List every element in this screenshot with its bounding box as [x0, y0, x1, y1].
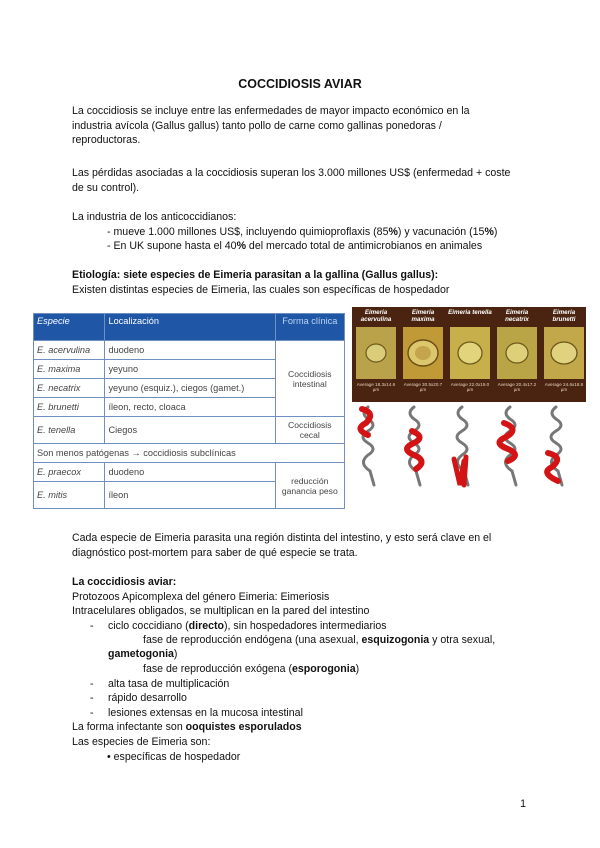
table-row [34, 463, 345, 482]
figure-species-label: Eimeria brunetti [552, 309, 576, 323]
oocyst-micrograph [403, 327, 443, 379]
location-cell: íleon [105, 482, 275, 509]
infective-form-line: La forma infectante son ooquistes esporulados [72, 721, 302, 733]
host-specific-bullet: • específicas de hospedador [107, 751, 241, 763]
location-cell: yeyuno (esquiz.), ciegos (gamet.) [105, 379, 275, 398]
sub-bullet-exogenous: fase de reproducción exógena (esporogonia) [143, 663, 360, 675]
oocyst-micrograph [450, 327, 490, 379]
figure-size-label: Average 20.4x17.2 µm [497, 382, 537, 393]
table-header-row [34, 314, 345, 341]
species-cell: E. tenella [34, 417, 105, 444]
table-row [34, 444, 345, 463]
species-cell: E. acervulina [34, 341, 105, 360]
subclinical-note: Son menos patógenas → coccidiosis subclínicas [34, 444, 345, 463]
sub-bullet-endogenous: fase de reproducción endógena (una asexual, esquizogonia y otra sexual, [143, 634, 496, 646]
figure-species-label: Eimeria acervulina [360, 309, 392, 323]
bullet-lesions: - lesiones extensas en la mucosa intestinal [108, 706, 303, 721]
oocyst-micrograph [497, 327, 537, 379]
intro-paragraph-1: La coccidiosis se incluye entre las enfermedades de mayor impacto económico en la industria avícola (Gallus gallus) tanto pollo de carne como gallinas ponedoras / reproductoras. [72, 105, 470, 147]
intestine-diagram [360, 407, 374, 485]
species-cell: E. mitis [34, 482, 105, 509]
intestine-diagram [499, 407, 516, 485]
aviar-line-1: Protozoos Apicomplexa del género Eimeria: Eimeriosis [72, 591, 330, 603]
figure-species-label: Eimeria maxima [411, 309, 435, 323]
aviar-line-2: Intracelulares obligados, se multiplican en la pared del intestino [72, 605, 370, 617]
intro-paragraph-2: Las pérdidas asociadas a la coccidiosis superan los 3.000 millones US$ (enfermedad + coste de su control). [72, 167, 511, 194]
aviar-heading: La coccidiosis aviar: [72, 576, 177, 588]
etiology-text: Existen distintas especies de Eimeria, las cuales son específicas de hospedador [72, 284, 450, 296]
species-cell: E. necatrix [34, 379, 105, 398]
figure-species-label: Eimeria tenella [448, 309, 492, 316]
bullet-development: - rápido desarrollo [108, 691, 187, 706]
species-region-paragraph: Cada especie de Eimeria parasita una región distinta del intestino, y esto será clave en el diagnóstico post-mortem para saber de qué especie se trata. [72, 532, 492, 559]
industry-line-2: - En UK supone hasta el 40% del mercado total de antimicrobianos en animales [107, 240, 483, 252]
location-cell: íleon, recto, cloaca [105, 398, 275, 417]
clinical-intestinal-cell: Coccidiosis intestinal [275, 341, 344, 417]
figure-size-label: Average 22.0x19.0 µm [450, 382, 490, 393]
species-cell: E. praecox [34, 463, 105, 482]
page-title: COCCIDIOSIS AVIAR [238, 77, 362, 91]
species-table [33, 313, 345, 509]
species-cell: E. brunetti [34, 398, 105, 417]
eimeria-figure [352, 307, 586, 509]
table-row [34, 417, 345, 444]
species-are-line: Las especies de Eimeria son: [72, 736, 211, 748]
industry-line-1: - mueve 1.000 millones US$, incluyendo quimioproflaxis (85%) y vacunación (15%) [107, 226, 498, 238]
etiology-heading: Etiología: siete especies de Eimeria parasitan a la gallina (Gallus gallus): [72, 269, 439, 281]
clinical-subclinical-cell: reducción ganancia peso [275, 463, 344, 509]
intestine-diagram [454, 407, 468, 485]
figure-size-label: Average 24.6x18.8 µm [544, 382, 584, 393]
location-cell: duodeno [105, 463, 275, 482]
oocyst-micrograph [544, 327, 584, 379]
bullet-multiplication: - alta tasa de multiplicación [108, 677, 229, 692]
intestine-diagram [407, 407, 422, 485]
header-clinical: Forma clínica [275, 314, 344, 341]
oocyst-micrograph [356, 327, 396, 379]
location-cell: Ciegos [105, 417, 275, 444]
header-species: Especie [34, 314, 105, 341]
location-cell: duodeno [105, 341, 275, 360]
intestine-diagram [547, 407, 562, 485]
figure-size-label: Average 18.3x14.6 µm [356, 382, 396, 393]
figure-species-label: Eimeria necatrix [505, 309, 529, 323]
clinical-cecal-cell: Coccidiosis cecal [275, 417, 344, 444]
location-cell: yeyuno [105, 360, 275, 379]
bullet-cycle: - ciclo coccidiano (directo), sin hospedadores intermediarios [108, 619, 387, 634]
industry-heading: La industria de los anticoccidianos: [72, 211, 237, 223]
sub-bullet-endogenous-cont: gametogonia) [108, 648, 178, 660]
header-location: Localización [105, 314, 275, 341]
species-cell: E. maxima [34, 360, 105, 379]
page-number: 1 [520, 798, 526, 810]
figure-size-label: Average 30.5x20.7 µm [403, 382, 443, 393]
table-row [34, 341, 345, 360]
oocyst-and-intestine-drawings [352, 307, 586, 509]
